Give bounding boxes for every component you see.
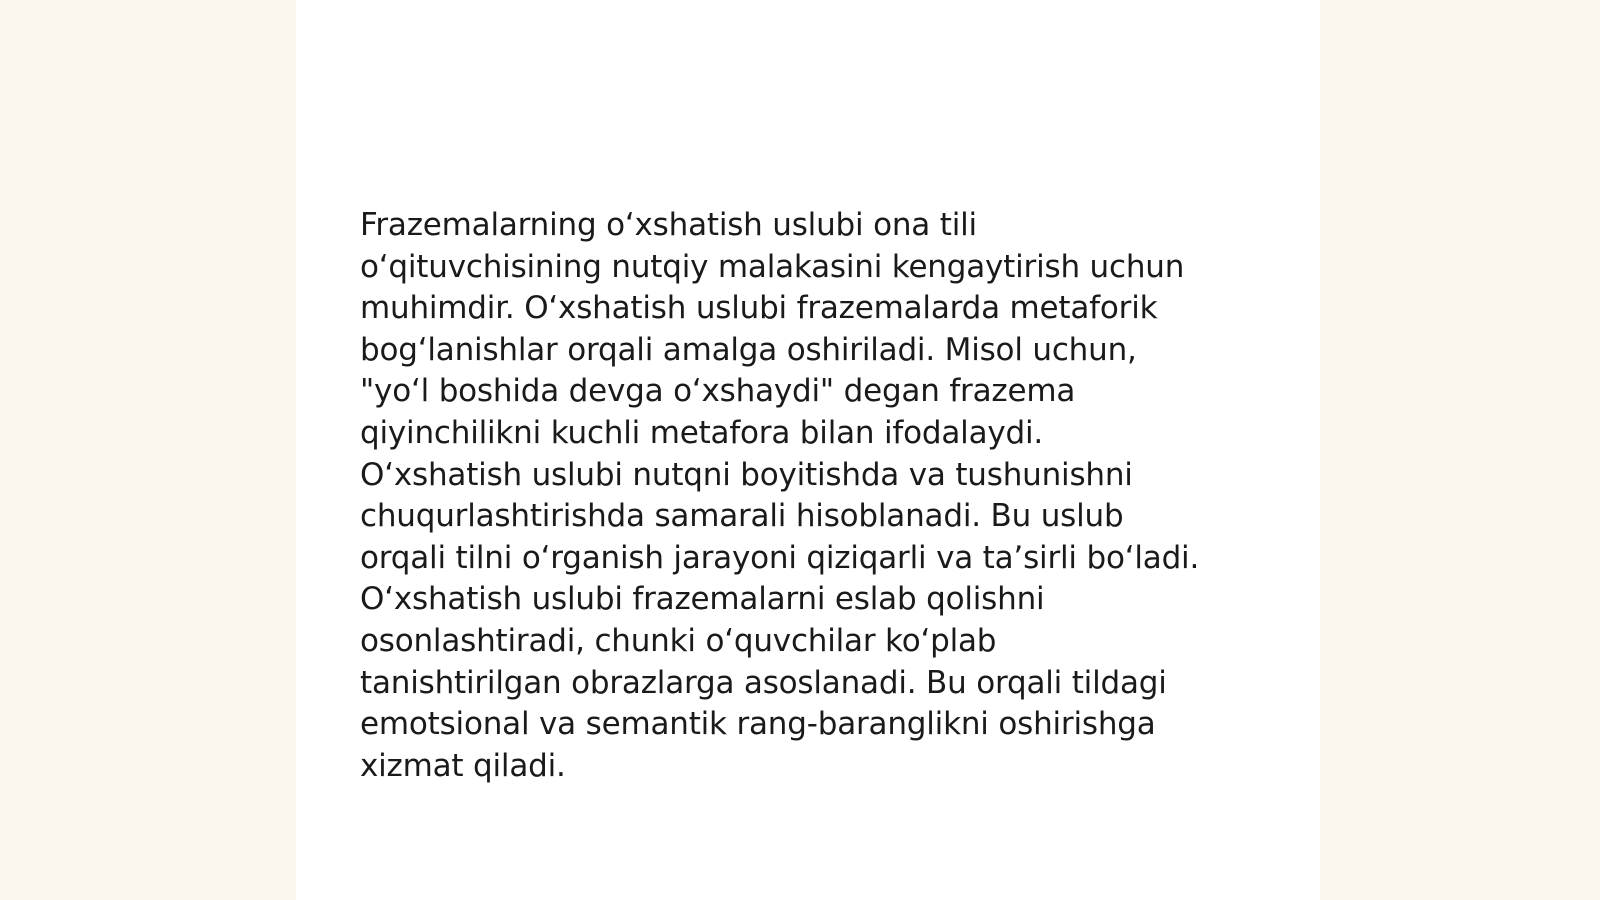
slide-body-text: Frazemalarning oʻxshatish uslubi ona tili oʻqituvchisining nutqiy malakasini kengaytirish uchun muhimdir. Oʻxshatish uslubi frazemalarda metaforik bogʻlanishlar orqali amalga oshiriladi. Misol uchun, "yoʻl boshida devga oʻxshaydi" degan frazema qiyinchilikni kuchli metafora bilan ifodalaydi. Oʻxshatish uslubi nutqni boyitishda va tushunishni chuqurlashtirishda samarali hisoblanadi. Bu uslub orqali tilni oʻrganish jarayoni qiziqarli va taʼsirli boʻladi. Oʻxshatish uslubi frazemalarni eslab qolishni osonlashtiradi, chunki oʻquvchilar koʻplab tanishtirilgan obrazlarga asoslanadi. Bu orqali tildagi emotsional va semantik rang-baranglikni oshirishga xizmat qiladi. (360, 207, 1200, 784)
slide (296, 0, 1320, 900)
